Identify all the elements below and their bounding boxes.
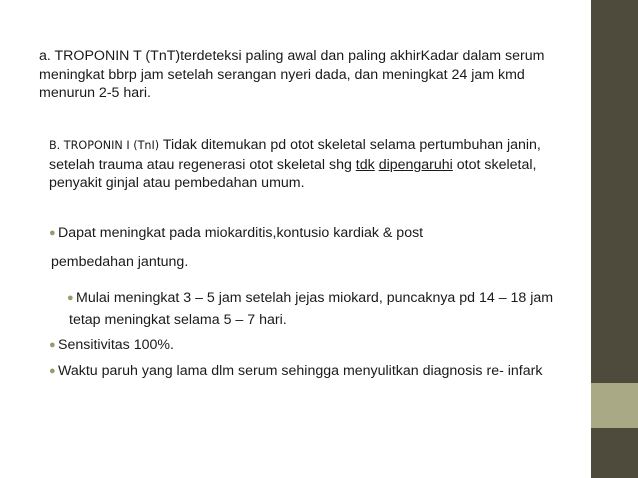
bullet-continuation: tetap meningkat selama 5 – 7 hari. [69, 312, 287, 328]
bullet-item-waktu-paruh [49, 362, 542, 381]
bullet-item-mulai-meningkat [67, 289, 553, 308]
bullet-text: Mulai meningkat 3 – 5 jam setelah jejas miokard, puncaknya pd 14 – 18 jam [76, 290, 554, 306]
troponin-t-paragraph: a. TROPONIN T (TnT)terdeteksi paling awal dan paling akhirKadar dalam serum meningkat bbrp jam setelah serangan nyeri dada, dan meningkat 24 jam kmd menurun 2-5 hari. [39, 48, 545, 102]
bullet-item-miokarditis [49, 224, 423, 243]
bullet-text: Sensitivitas 100%. [58, 337, 174, 353]
underlined-word-dipengaruhi: dipengaruhi [378, 156, 453, 173]
bullet-text: Dapat meningkat pada miokarditis,kontusio kardiak & post [58, 225, 424, 241]
bullet-icon: ● [49, 227, 56, 239]
underlined-word-tdk: tdk [355, 156, 375, 173]
bullet-icon: ● [49, 365, 56, 377]
bullet-item-sensitivitas [49, 336, 174, 355]
bullet-icon: ● [49, 339, 56, 351]
troponin-i-heading: B. TROPONIN I (TnI) [49, 139, 160, 152]
bullet-continuation: pembedahan jantung. [51, 254, 189, 270]
troponin-i-text-2: otot skeletal, penyakit ginjal atau pembedahan umum. [49, 156, 537, 192]
bullet-text: Waktu paruh yang lama dlm serum sehingga menyulitkan diagnosis re- infark [58, 363, 543, 379]
troponin-i-text-1: Tidak ditemukan pd otot skeletal selama pertumbuhan janin, setelah trauma atau regenerasi otot skeletal shg [49, 137, 541, 173]
bullet-icon: ● [67, 292, 74, 304]
decorative-sidebar-accent [591, 383, 638, 428]
troponin-i-paragraph [49, 136, 579, 193]
